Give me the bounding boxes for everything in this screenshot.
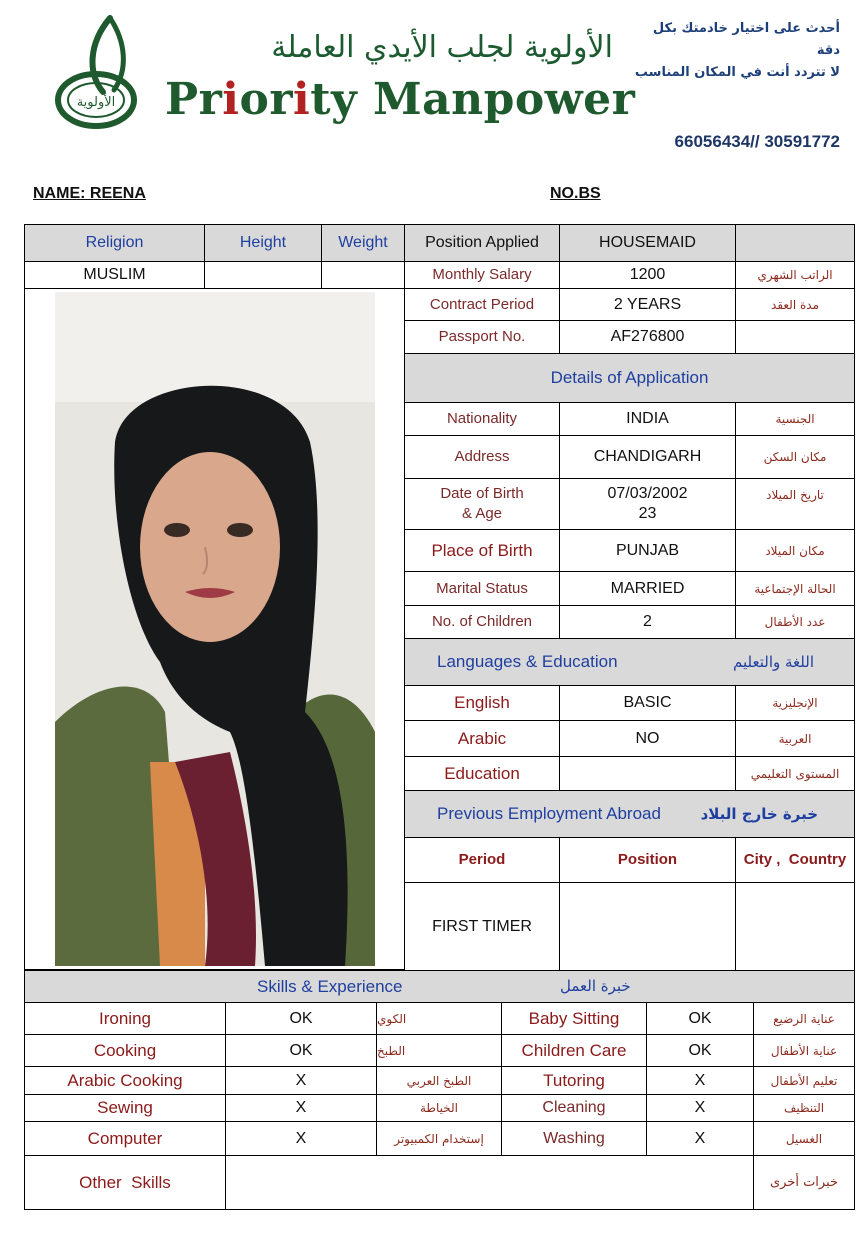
weight-value [321, 261, 405, 289]
languages-section-title [404, 638, 855, 686]
applicant-name: NAME: REENA [33, 185, 146, 202]
city-country-column-header: City , Country [735, 837, 855, 883]
religion-value: MUSLIM [24, 261, 205, 289]
languages-title-arabic: اللغة والتعليم [733, 653, 814, 671]
logo-part: ty Manpower [310, 74, 636, 125]
height-header: Height [204, 224, 322, 262]
education-arabic: المستوى التعليمي [735, 756, 855, 791]
previous-period-value: FIRST TIMER [404, 882, 560, 971]
skill-cleaning-arabic: التنظيف [753, 1094, 855, 1122]
previous-employment-title-arabic: خبرة خارج البلاد [700, 805, 818, 823]
skill-washing-arabic: الغسيل [753, 1121, 855, 1156]
children-arabic: عدد الأطفال [735, 605, 855, 639]
skill-cooking-arabic: الطبخ [376, 1034, 502, 1067]
english-value: BASIC [559, 685, 736, 721]
skill-washing-label: Washing [501, 1121, 647, 1156]
education-label: Education [404, 756, 560, 791]
position-label: Position Applied [404, 224, 560, 262]
nationality-label: Nationality [404, 402, 560, 436]
skill-children-care-value: OK [646, 1034, 754, 1067]
company-logo-icon [48, 14, 148, 134]
skill-computer-arabic: إستخدام الكمبيوتر [376, 1121, 502, 1156]
skill-tutoring-label: Tutoring [501, 1066, 647, 1095]
height-value [204, 261, 322, 289]
skill-tutoring-arabic: تعليم الأطفال [753, 1066, 855, 1095]
nationality-value: INDIA [559, 402, 736, 436]
logo-arabic-text: الأولوية لجلب الأيدي العاملة [271, 30, 613, 65]
previous-employment-title: Previous Employment Abroad [437, 804, 661, 823]
children-value: 2 [559, 605, 736, 639]
place-of-birth-label: Place of Birth [404, 529, 560, 572]
arabic-label: Arabic [404, 720, 560, 757]
skill-cleaning-value: X [646, 1094, 754, 1122]
skill-ironing-value: OK [225, 1002, 377, 1035]
position-column-header: Position [559, 837, 736, 883]
arabic-value: NO [559, 720, 736, 757]
skill-tutoring-value: X [646, 1066, 754, 1095]
skill-baby-sitting-value: OK [646, 1002, 754, 1035]
position-value: HOUSEMAID [559, 224, 736, 262]
previous-city-value [735, 882, 855, 971]
company-header [0, 0, 868, 150]
skills-title: Skills & Experience [257, 977, 403, 996]
address-label: Address [404, 435, 560, 479]
children-label: No. of Children [404, 605, 560, 639]
dob-age-value: 07/03/2002 23 [559, 478, 736, 530]
marital-status-arabic: الحالة الإجتماعية [735, 571, 855, 606]
dob-age-label: Date of Birth & Age [404, 478, 560, 530]
skill-sewing-arabic: الخياطة [376, 1094, 502, 1122]
address-arabic: مكان السكن [735, 435, 855, 479]
passport-label: Passport No. [404, 320, 560, 354]
skill-children-care-arabic: عناية الأطفال [753, 1034, 855, 1067]
skill-arabic-cooking-value: X [225, 1066, 377, 1095]
skill-sewing-value: X [225, 1094, 377, 1122]
skill-cooking-label: Cooking [24, 1034, 226, 1067]
contract-period-label: Contract Period [404, 288, 560, 321]
address-value: CHANDIGARH [559, 435, 736, 479]
other-skills-label: Other Skills [24, 1155, 226, 1210]
skill-baby-sitting-arabic: عناية الرضيع [753, 1002, 855, 1035]
details-section-title: Details of Application [404, 353, 855, 403]
marital-status-value: MARRIED [559, 571, 736, 606]
education-value [559, 756, 736, 791]
skill-children-care-label: Children Care [501, 1034, 647, 1067]
skill-sewing-label: Sewing [24, 1094, 226, 1122]
skills-title-arabic: خبرة العمل [560, 977, 631, 995]
contract-period-value: 2 YEARS [559, 288, 736, 321]
skill-ironing-label: Ironing [24, 1002, 226, 1035]
skill-cleaning-label: Cleaning [501, 1094, 647, 1122]
skill-baby-sitting-label: Baby Sitting [501, 1002, 647, 1035]
previous-position-value [559, 882, 736, 971]
arabic-arabic: العربية [735, 720, 855, 757]
slogan [630, 18, 840, 84]
applicant-photo [55, 292, 375, 966]
passport-arabic [735, 320, 855, 354]
other-skills-value [225, 1155, 754, 1210]
weight-header: Weight [321, 224, 405, 262]
english-label: English [404, 685, 560, 721]
other-skills-arabic: خبرات أخرى [753, 1155, 855, 1210]
skill-computer-label: Computer [24, 1121, 226, 1156]
contract-period-arabic: مدة العقد [735, 288, 855, 321]
skill-cooking-value: OK [225, 1034, 377, 1067]
marital-status-label: Marital Status [404, 571, 560, 606]
slogan-line-2: لا تتردد أنت في المكان المناسب [634, 65, 840, 80]
passport-value: AF276800 [559, 320, 736, 354]
logo-english-text [165, 74, 636, 125]
skill-computer-value: X [225, 1121, 377, 1156]
logo-accent-letter: i [222, 74, 240, 125]
place-of-birth-arabic: مكان الميلاد [735, 529, 855, 572]
logo-part: or [239, 74, 294, 125]
skill-arabic-cooking-arabic: الطبخ العربي [376, 1066, 502, 1095]
english-arabic: الإنجليزية [735, 685, 855, 721]
logo-accent-letter: i [293, 74, 311, 125]
religion-header: Religion [24, 224, 205, 262]
period-column-header: Period [404, 837, 560, 883]
skills-section-title [24, 970, 855, 1003]
applicant-photo-icon [55, 292, 375, 966]
previous-employment-section-title [404, 790, 855, 838]
logo-part: Pr [165, 74, 223, 125]
slogan-line-1: أحدث على اختيار خادمتك بكل دقة [652, 21, 840, 58]
nationality-arabic: الجنسية [735, 402, 855, 436]
logo-emblem-text: الأولوية [76, 95, 116, 110]
languages-title: Languages & Education [437, 652, 618, 671]
monthly-salary-label: Monthly Salary [404, 261, 560, 289]
skill-arabic-cooking-label: Arabic Cooking [24, 1066, 226, 1095]
skill-washing-value: X [646, 1121, 754, 1156]
monthly-salary-arabic: الراتب الشهري [735, 261, 855, 289]
place-of-birth-value: PUNJAB [559, 529, 736, 572]
photo-cell [24, 288, 405, 970]
applicant-number: NO.BS [550, 185, 601, 202]
monthly-salary-value: 1200 [559, 261, 736, 289]
skill-ironing-arabic: الكوي [376, 1002, 502, 1035]
phone-numbers: 66056434// 30591772 [674, 132, 840, 151]
dob-arabic: تاريخ الميلاد [735, 478, 855, 530]
position-arabic-cell [735, 224, 855, 262]
